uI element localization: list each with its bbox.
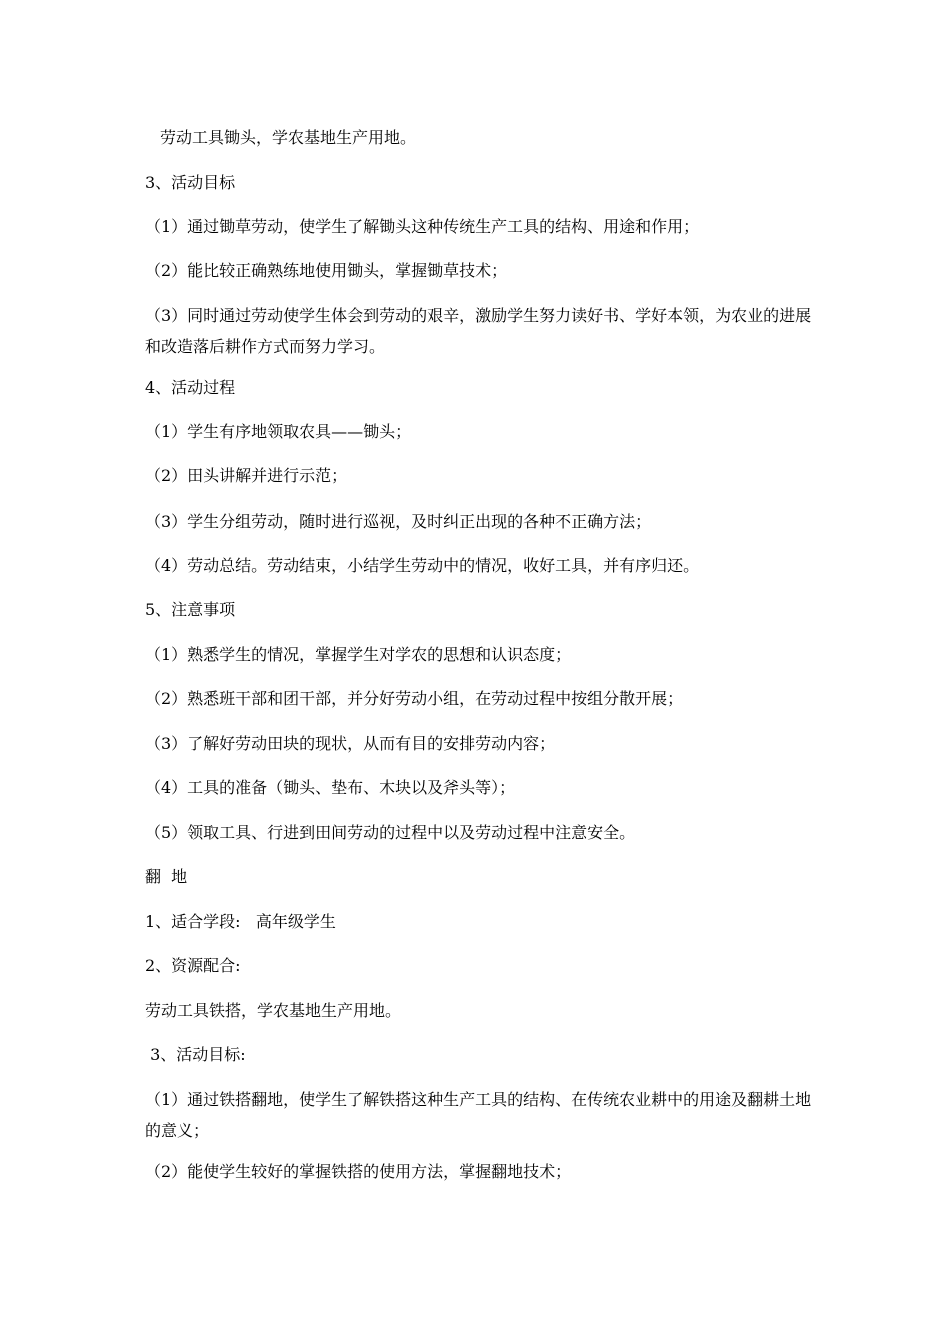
- process-item-1: （1）学生有序地领取农具——锄头；: [145, 422, 412, 441]
- goal2-item-2: （2）能使学生较好的掌握铁搭的使用方法，掌握翻地技术；: [145, 1162, 572, 1181]
- process-item-3: （3）学生分组劳动，随时进行巡视，及时纠正出现的各种不正确方法；: [145, 512, 652, 531]
- precaution-item-2: （2）熟悉班干部和团干部，并分好劳动小组，在劳动过程中按组分散开展；: [145, 689, 684, 708]
- precaution-item-4: （4）工具的准备（锄头、垫布、木块以及斧头等）；: [145, 778, 516, 797]
- section-title-tillage: 翻 地: [145, 867, 188, 886]
- precaution-item-3: （3）了解好劳动田块的现状，从而有目的安排劳动内容；: [145, 734, 556, 753]
- heading-activity-goals: 3、活动目标: [145, 173, 236, 192]
- paragraph-tools-2: 劳动工具铁搭，学农基地生产用地。: [145, 1001, 402, 1020]
- resource-heading: 2、资源配合:: [145, 956, 241, 975]
- heading-activity-process: 4、活动过程: [145, 378, 236, 397]
- heading-activity-goals-2: 3、活动目标:: [145, 1045, 246, 1064]
- goal2-item-1: （1）通过铁搭翻地，使学生了解铁搭这种生产工具的结构、在传统农业耕中的用途及翻耕土地的意义；: [145, 1090, 812, 1140]
- suitable-stage: 1、适合学段: 高年级学生: [145, 912, 336, 931]
- precaution-item-5: （5）领取工具、行进到田间劳动的过程中以及劳动过程中注意安全。: [145, 823, 636, 842]
- precaution-item-1: （1）熟悉学生的情况，掌握学生对学农的思想和认识态度；: [145, 645, 572, 664]
- goal-item-3: （3）同时通过劳动使学生体会到劳动的艰辛，激励学生努力读好书、学好本领，为农业的进展和改造落后耕作方式而努力学习。: [145, 306, 812, 356]
- process-item-4: （4）劳动总结。劳动结束，小结学生劳动中的情况，收好工具，并有序归还。: [145, 556, 700, 575]
- heading-precautions: 5、注意事项: [145, 600, 236, 619]
- paragraph-tools: 劳动工具锄头，学农基地生产用地。: [160, 128, 417, 147]
- goal-item-1: （1）通过锄草劳动，使学生了解锄头这种传统生产工具的结构、用途和作用；: [145, 217, 700, 236]
- goal-item-2: （2）能比较正确熟练地使用锄头，掌握锄草技术；: [145, 261, 508, 280]
- process-item-2: （2）田头讲解并进行示范；: [145, 466, 348, 485]
